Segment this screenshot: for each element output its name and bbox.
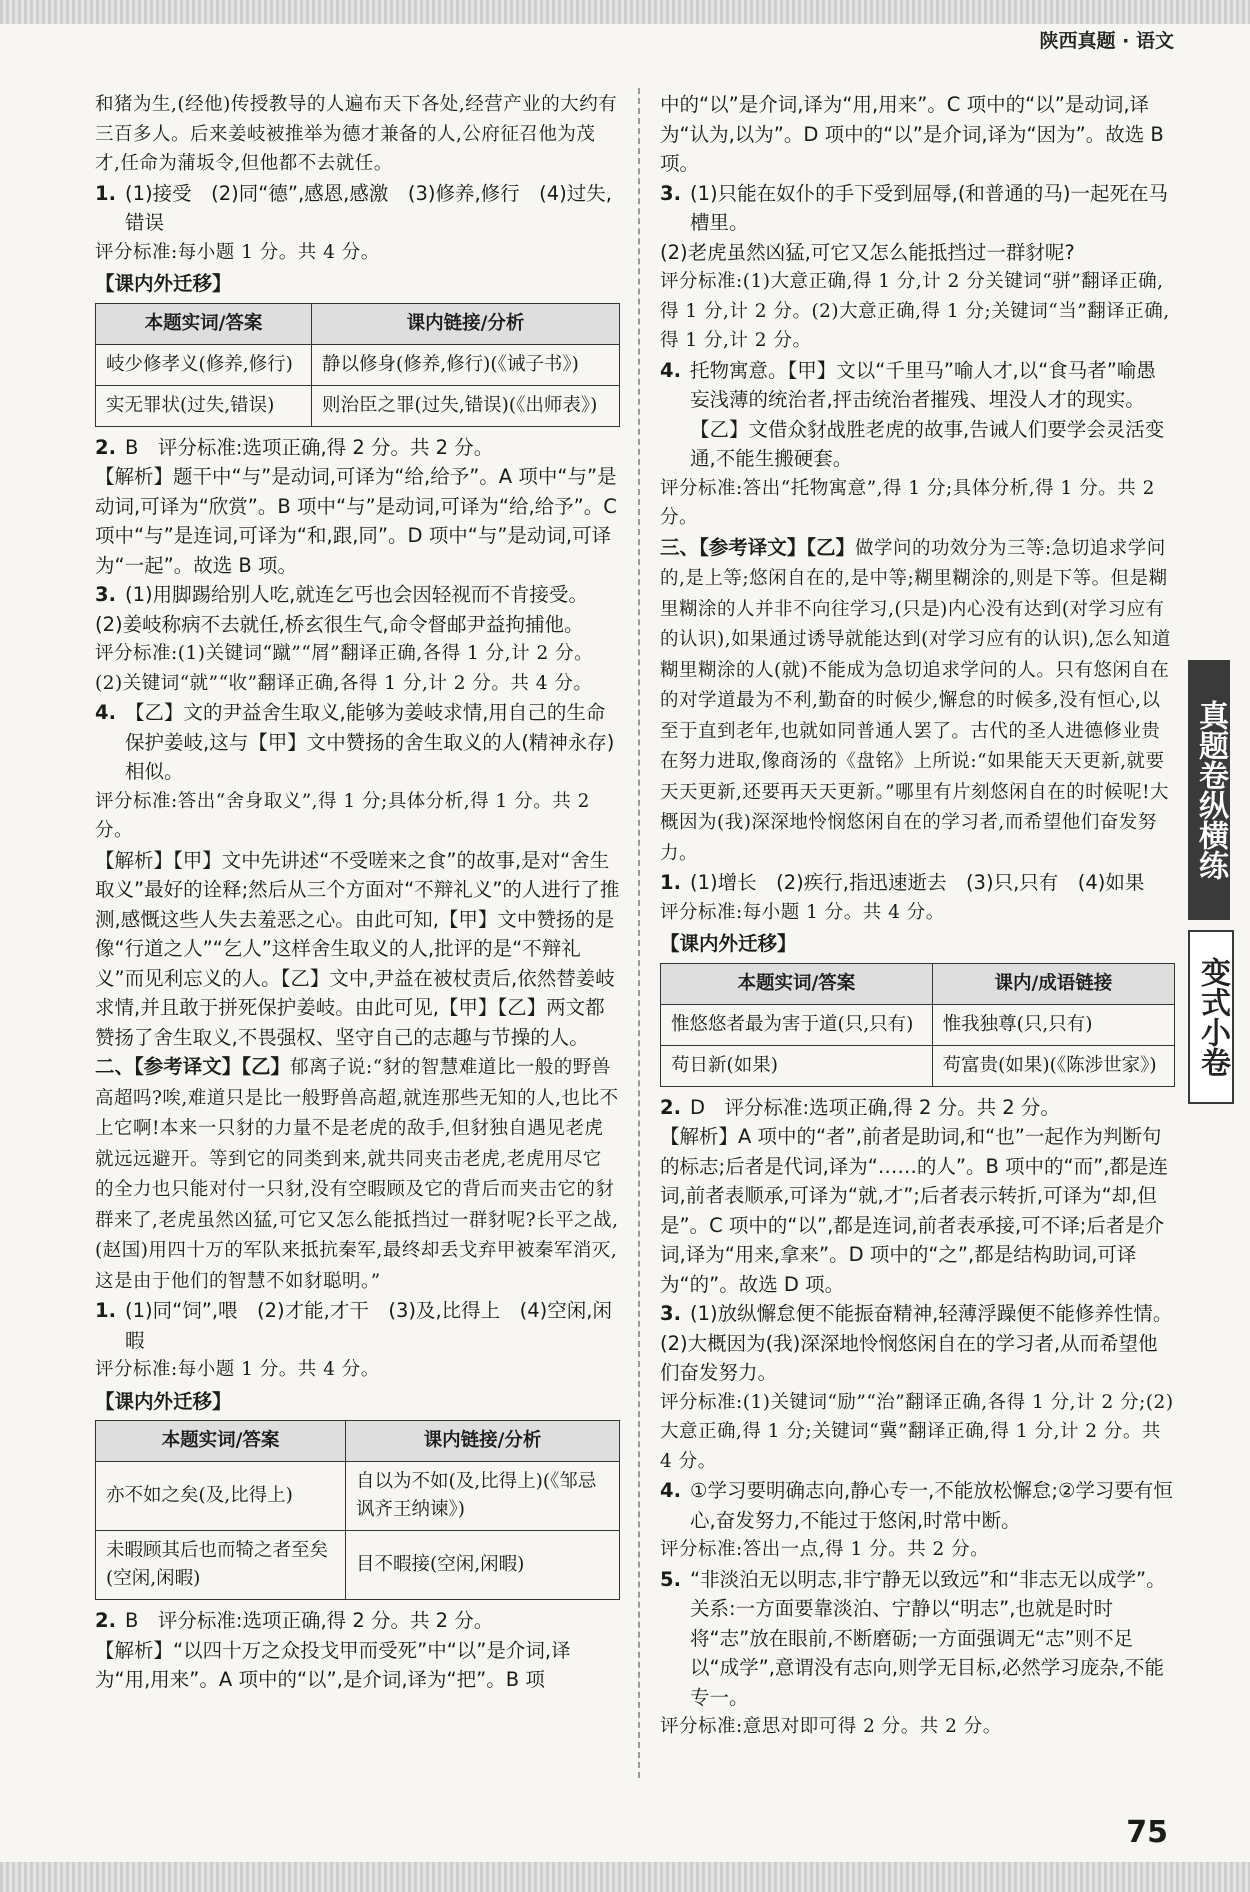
migration-label: 【课内外迁移】: [95, 272, 232, 295]
right-column: [660, 90, 1175, 1742]
table-header: 课内/成语链接: [932, 963, 1174, 1004]
table-row: [96, 385, 620, 426]
table-cell: 未暇顾其后也而犄之者至矣(空闲,闲暇): [96, 1531, 346, 1600]
answer-text: (1)接受 (2)同“德”,感恩,感激 (3)修养,修行 (4)过失,错误: [125, 181, 612, 234]
answer-text: (1)增长 (2)疾行,指迅速逝去 (3)只,只有 (4)如果: [690, 871, 1145, 894]
question-1: [660, 868, 1175, 898]
analysis: 【解析】【甲】文中先讲述“不受嗟来之食”的故事,是对“舍生取义”最好的诠释;然后从三个方面对“不辩礼义”的人进行了推测,感慨这些人失去羞恶之心。由此可知,【甲】文中赞扬的是像“行道之人”“乞人”这样舍生取义的人,批评的是“不辩礼义”而见利忘义的人。【乙】文中,尹益在被杖责后,依然替姜岐求情,并且敢于拼死保护姜岐。由此可见,【甲】【乙】两文都赞扬了舍生取义,不畏强权、坚守自己的志趣与节操的人。: [95, 848, 620, 1049]
answer-text: (2)大概因为(我)深深地怜悯悠闲自在的学习者,从而希望他们奋发努力。: [660, 1331, 1158, 1384]
question-4: [660, 1476, 1175, 1535]
question-number: 3.: [660, 181, 681, 205]
score-standard: 评分标准:答出一点,得 1 分。共 2 分。: [660, 1539, 990, 1560]
table-row: [661, 1004, 1175, 1045]
question-number: 4.: [660, 358, 681, 382]
migration-label: 【课内外迁移】: [95, 1389, 232, 1413]
question-2: [95, 433, 620, 463]
answer-text: “非淡泊无以明志,非宁静无以致远”和“非志无以成学”。关系:一方面要靠淡泊、宁静以“明志”,也就是时时将“志”放在眼前,不断磨砺;一方面强调无“志”则不足以“成学”,意谓没有志向,则学无目标,必然学习庞杂,不能专一。: [690, 1567, 1166, 1709]
answer-text: 托物寓意。【甲】文以“千里马”喻人才,以“食马者”喻愚妄浅薄的统治者,抨击统治者摧残、埋没人才的现实。【乙】文借众豺战胜老虎的故事,告诫人们要学会灵活变通,不能生搬硬套。: [690, 358, 1165, 470]
score-standard: 评分标准:(1)关键词“蹴”“屑”翻译正确,各得 1 分,计 2 分。(2)关键词“就”“收”翻译正确,各得 1 分,计 2 分。共 4 分。: [95, 643, 594, 694]
translation-text: 郁离子说:“豺的智慧难道比一般的野兽高超吗?唉,难道只是比一般野兽高超,就连那些无知的人,也比不上它啊!本来一只豺的力量不是老虎的敌手,但豺独自遇见老虎就远远避开。等到它的同类到来,就共同夹击老虎,老虎用尽它的全力也只能对付一只豺,没有空暇顾及它的背后而夹击它的豺群来了,老虎虽然凶猛,可它又怎么能抵挡过一群豺呢?长平之战,(赵国)用四十万的军队来抵抗秦军,最终却丢戈弃甲被秦军消灭,这是由于他们的智慧不如豺聪明。”: [95, 1057, 619, 1292]
score-standard: 评分标准:每小题 1 分。共 4 分。: [660, 901, 945, 923]
score-standard: 评分标准:(1)关键词“励”“治”翻译正确,各得 1 分,计 2 分;(2)大意正确,得 1 分;关键词“冀”翻译正确,得 1 分,计 2 分。共 4 分。: [660, 1391, 1174, 1472]
table-row: [96, 344, 620, 385]
table-row: [96, 1462, 620, 1531]
answer-text: B 评分标准:选项正确,得 2 分。共 2 分。: [125, 435, 494, 459]
side-tab-variant: 变式小卷: [1188, 930, 1234, 1104]
question-1: [95, 1296, 620, 1355]
answer-text: (1)同“饲”,喂 (2)才能,才干 (3)及,比得上 (4)空闲,闲暇: [125, 1299, 612, 1352]
question-number: 2.: [95, 435, 116, 459]
bottom-scan-border: [0, 1862, 1250, 1892]
table-cell: 苟日新(如果): [661, 1045, 933, 1086]
question-number: 5.: [660, 1567, 681, 1591]
table-cell: 惟我独尊(只,只有): [932, 1004, 1174, 1045]
answer-text: (1)用脚踢给别人吃,就连乞丐也会因轻视而不肯接受。: [125, 583, 588, 606]
section-3-translation: [660, 533, 1175, 869]
question-number: 2.: [95, 1609, 116, 1632]
question-1: [95, 179, 620, 238]
translation-text: 做学问的功效分为三等:急切追求学问的,是上等;悠闲自在的,是中等;糊里糊涂的,则是下等。但是糊里糊涂的人并非不向往学习,(只是)内心没有达到(对学习应有的认识),如果通过诱导就能达到(对学习应有的认识),怎么知道糊里糊涂的人(就)不能成为急切追求学问的人。只有悠闲自在的对学道最为不利,勤奋的时候少,懈怠的时候多,没有恒心,以至于直到老年,也就如同普通人罢了。古代的圣人进德修业贵在努力进取,像商汤的《盘铭》上所说:“如果能天天更新,就要天天更新,还要再天天更新。”哪里有片刻悠闲自在的时候呢!大概因为(我)深深地怜悯悠闲自在的学习者,而希望他们奋发努力。: [660, 537, 1171, 864]
intro-translation: 和猪为生,(经他)传授教导的人遍布天下各处,经营产业的大约有三百多人。后来姜岐被推举为德才兼备的人,公府征召他为茂才,任命为蒲坂令,但他都不去就任。: [95, 94, 618, 174]
table-header: 本题实词/答案: [96, 1421, 346, 1462]
migration-table-3: [660, 963, 1175, 1087]
question-number: 1.: [95, 181, 116, 205]
table-cell: 则治臣之罪(过失,错误)(《出师表》): [312, 385, 620, 426]
table-row: [96, 1531, 620, 1600]
score-standard: 评分标准:答出“托物寓意”,得 1 分;具体分析,得 1 分。共 2 分。: [660, 477, 1155, 528]
question-number: 3.: [660, 1302, 681, 1325]
score-standard: 评分标准:答出“舍身取义”,得 1 分;具体分析,得 1 分。共 2 分。: [95, 790, 590, 841]
answer-text: (2)老虎虽然凶猛,可它又怎么能抵挡过一群豺呢?: [660, 240, 1075, 264]
question-2: [95, 1606, 620, 1636]
question-number: 1.: [95, 1299, 116, 1322]
question-number: 2.: [660, 1095, 681, 1119]
section-2-translation: [95, 1052, 620, 1296]
analysis-continued: 中的“以”是介词,译为“用,用来”。C 项中的“以”是动词,译为“认为,以为”。D 项中的“以”是介词,译为“因为”。故选 B 项。: [660, 93, 1164, 175]
analysis: 【解析】“以四十万之众投戈甲而受死”中“以”是介词,译为“用,用来”。A 项中的“以”,是介词,译为“把”。B 项: [95, 1638, 571, 1691]
analysis: 【解析】A 项中的“者”,前者是助词,和“也”一起作为判断句的标志;后者是代词,译为“……的人”。B 项中的“而”,都是连词,前者表顺承,可译为“就,才”;后者表示转折,可译为“却,但是”。C 项中的“以”,都是连词,前者表承接,可不译;后者是介词,译为“用来,拿来”。D 项中的“之”,都是结构助词,可译为“的”。故选 D 项。: [660, 1125, 1168, 1296]
question-number: 3.: [95, 583, 116, 606]
question-3: [95, 580, 620, 610]
table-cell: 自以为不如(及,比得上)(《邹忌讽齐王纳谏》): [346, 1462, 620, 1531]
answer-text: B 评分标准:选项正确,得 2 分。共 2 分。: [125, 1609, 494, 1632]
left-column: [95, 90, 620, 1695]
table-cell: 目不暇接(空闲,闲暇): [346, 1531, 620, 1600]
score-standard: 评分标准:每小题 1 分。共 4 分。: [95, 241, 380, 263]
section-heading: 二、【参考译文】【乙】: [95, 1055, 291, 1078]
table-header: 本题实词/答案: [96, 303, 312, 344]
answer-text: 【乙】文的尹益舍生取义,能够为姜岐求情,用自己的生命保护姜岐,这与【甲】文中赞扬的舍生取义的人(精神永存)相似。: [125, 701, 615, 783]
table-cell: 岐少修孝义(修养,修行): [96, 344, 312, 385]
analysis: 【解析】题干中“与”是动词,可译为“给,给予”。A 项中“与”是动词,可译为“欣赏”。B 项中“与”是动词,可译为“给,给予”。C 项中“与”是连词,可译为“和,跟,同”。D 项中“与”是动词,可译为“一起”。故选 B 项。: [95, 465, 617, 577]
section-heading: 三、【参考译文】【乙】: [660, 535, 856, 559]
question-4: [95, 698, 620, 787]
question-number: 4.: [660, 1479, 681, 1502]
page-number: 75: [1126, 1815, 1168, 1850]
page-header: 陕西真题 · 语文: [1039, 30, 1174, 52]
question-number: 1.: [660, 871, 681, 894]
question-3: [660, 179, 1175, 238]
table-header: 课内链接/分析: [312, 303, 620, 344]
answer-text: (1)放纵懈怠便不能振奋精神,轻薄浮躁便不能修养性情。: [690, 1302, 1173, 1325]
table-cell: 静以修身(修养,修行)(《诫子书》): [312, 344, 620, 385]
table-header: 课内链接/分析: [346, 1421, 620, 1462]
migration-table-1: [95, 303, 620, 427]
answer-text: D 评分标准:选项正确,得 2 分。共 2 分。: [690, 1095, 1060, 1119]
table-cell: 惟悠悠者最为害于道(只,只有): [661, 1004, 933, 1045]
answer-text: (1)只能在奴仆的手下受到屈辱,(和普通的马)一起死在马槽里。: [690, 181, 1169, 234]
score-standard: 评分标准:意思对即可得 2 分。共 2 分。: [660, 1716, 1002, 1737]
table-cell: 实无罪状(过失,错误): [96, 385, 312, 426]
question-2: [660, 1093, 1175, 1123]
answer-text: ①学习要明确志向,静心专一,不能放松懈怠;②学习要有恒心,奋发努力,不能过于悠闲,时常中断。: [690, 1479, 1173, 1532]
question-4: [660, 356, 1175, 474]
table-cell: 亦不如之矣(及,比得上): [96, 1462, 346, 1531]
question-number: 4.: [95, 701, 116, 724]
side-tab-exam: 真题卷纵横练: [1188, 660, 1230, 920]
score-standard: 评分标准:每小题 1 分。共 4 分。: [95, 1359, 380, 1380]
top-scan-border: [0, 0, 1250, 24]
table-cell: 苟富贵(如果)(《陈涉世家》): [932, 1045, 1174, 1086]
question-5: [660, 1565, 1175, 1713]
score-standard: 评分标准:(1)大意正确,得 1 分,计 2 分关键词“骈”翻译正确,得 1 分,计 2 分。(2)大意正确,得 1 分;关键词“当”翻译正确,得 1 分,计 2 分。: [660, 271, 1170, 351]
table-header: 本题实词/答案: [661, 963, 933, 1004]
migration-table-2: [95, 1420, 620, 1600]
answer-text: (2)姜岐称病不去就任,桥玄很生气,命令督邮尹益拘捕他。: [95, 612, 584, 636]
migration-label: 【课内外迁移】: [660, 932, 797, 955]
question-3: [660, 1299, 1175, 1329]
table-row: [661, 1045, 1175, 1086]
column-divider: [638, 88, 640, 1778]
